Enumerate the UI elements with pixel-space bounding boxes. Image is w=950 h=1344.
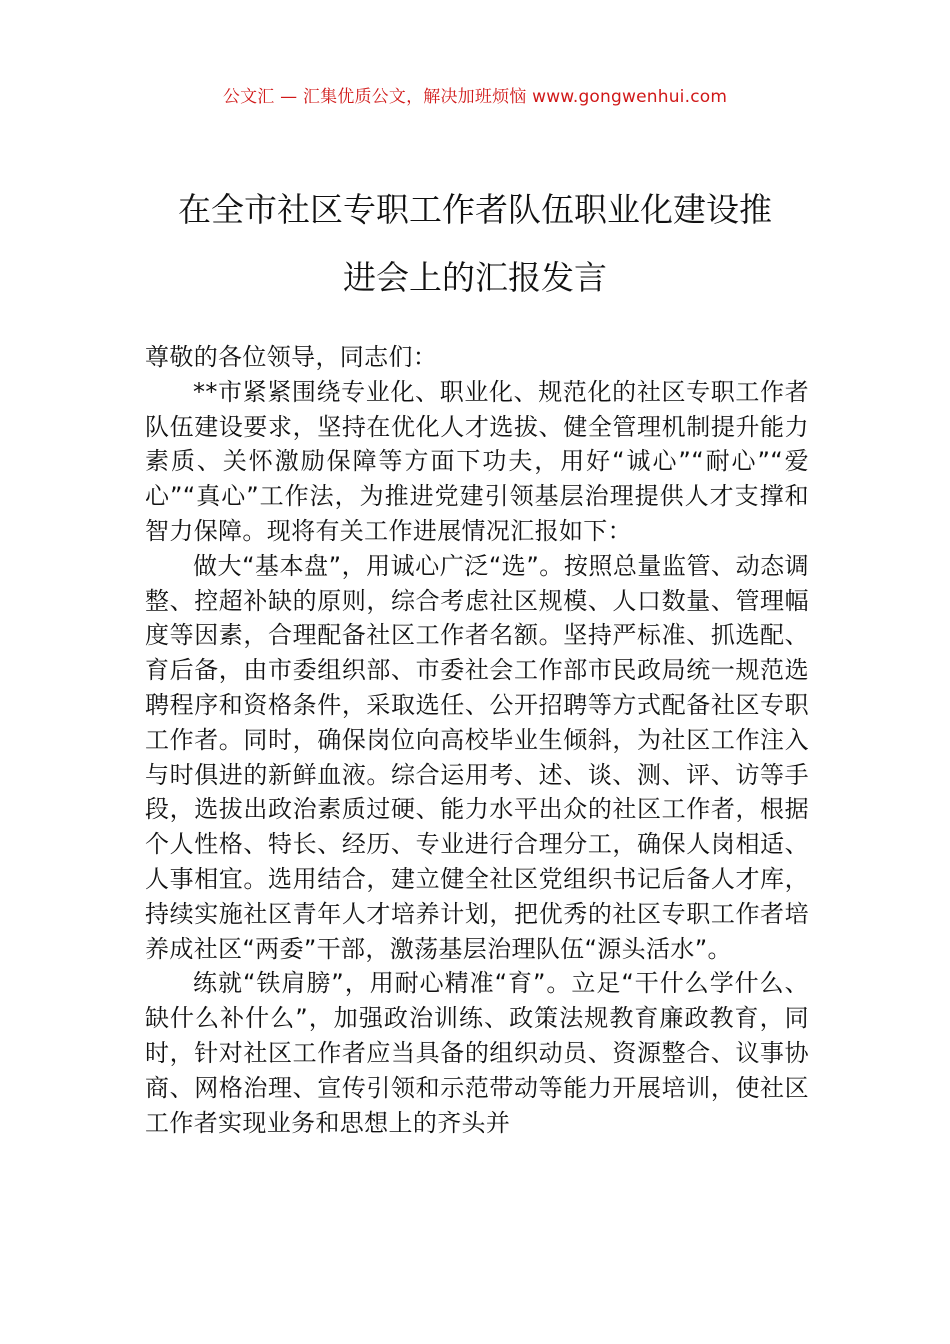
paragraph-intro: **市紧紧围绕专业化、职业化、规范化的社区专职工作者队伍建设要求，坚持在优化人才选拔、健全管理机制提升能力素质、关怀激励保障等方面下功夫，用好“诚心”“耐心”“爱心”“真心”工作法，为推进党建引领基层治理提供人才支撑和智力保障。现将有关工作进展情况汇报如下： <box>145 377 809 545</box>
title-line-1: 在全市社区专职工作者队伍职业化建设推 <box>178 190 772 229</box>
salutation: 尊敬的各位领导，同志们： <box>145 343 438 371</box>
paragraph-selection: 做大“基本盘”，用诚心广泛“选”。按照总量监管、动态调整、控超补缺的原则，综合考虑社区规模、人口数量、管理幅度等因素，合理配备社区工作者名额。坚持严标准、抓选配、育后备，由市委组织部、市委社会工作部市民政局统一规范选聘程序和资格条件，采取选任、公开招聘等方式配备社区专职工作者。同时，确保岗位向高校毕业生倾斜，为社区工作注入与时俱进的新鲜血液。综合运用考、述、谈、测、评、访等手段，选拔出政治素质过硬、能力水平出众的社区工作者，根据个人性格、特长、经历、专业进行合理分工，确保人岗相适、人事相宜。选用结合，建立健全社区党组织书记后备人才库，持续实施社区青年人才培养计划，把优秀的社区专职工作者培养成社区“两委”干部，激荡基层治理队伍“源头活水”。 <box>145 551 809 963</box>
title-line-2: 进会上的汇报发言 <box>343 258 607 297</box>
header-banner: 公文汇 — 汇集优质公文，解决加班烦恼 www.gongwenhui.com <box>222 87 728 107</box>
document-title <box>100 176 850 312</box>
paragraph-training: 练就“铁肩膀”，用耐心精准“育”。立足“干什么学什么、缺什么补什么”，加强政治训练、政策法规教育廉政教育，同时，针对社区工作者应当具备的组织动员、资源整合、议事协商、网格治理、宣传引领和示范带动等能力开展培训，使社区工作者实现业务和思想上的齐头并 <box>145 969 809 1137</box>
document-body <box>145 340 809 1140</box>
